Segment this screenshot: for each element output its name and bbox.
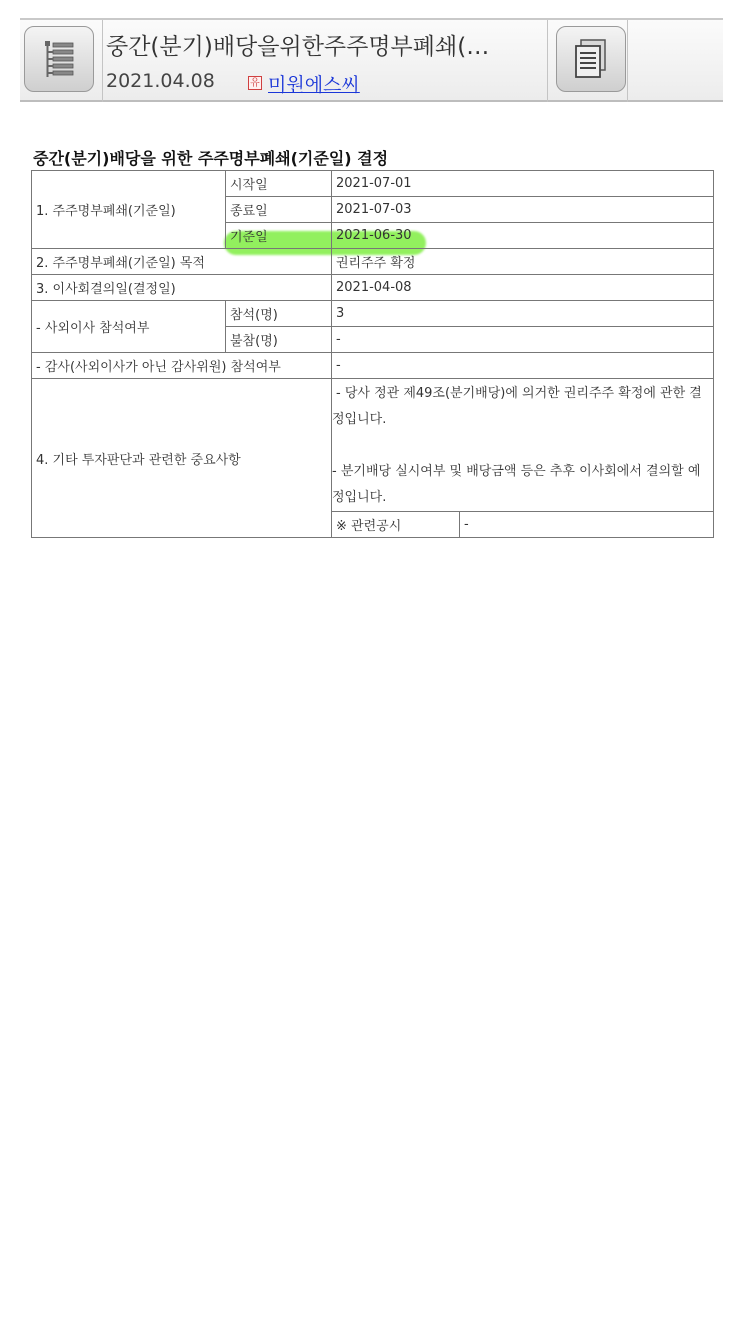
row-label: - 사외이사 참석여부 <box>32 301 226 353</box>
table-row <box>32 353 714 379</box>
other-matters-text <box>332 379 714 512</box>
table-row <box>32 275 714 301</box>
documents-button[interactable] <box>556 26 626 92</box>
record-date-value: 2021-06-30 <box>332 223 714 249</box>
related-value: - <box>460 512 714 538</box>
start-date-label: 시작일 <box>226 171 332 197</box>
header-divider <box>102 20 103 102</box>
start-date-value: 2021-07-01 <box>332 171 714 197</box>
blank-line <box>332 433 709 459</box>
table-row <box>32 171 714 197</box>
end-date-label: 종료일 <box>226 197 332 223</box>
other-line: - 분기배당 실시여부 및 배당금액 등은 추후 이사회에서 결의할 예 <box>332 464 701 479</box>
absent-value: - <box>332 327 714 353</box>
header-divider <box>627 20 628 102</box>
present-value: 3 <box>332 301 714 327</box>
audit-value: - <box>332 353 714 379</box>
disclosure-header <box>20 18 723 102</box>
table-row <box>32 301 714 327</box>
row-label: 4. 기타 투자판단과 관련한 중요사항 <box>32 379 332 538</box>
row-label: 1. 주주명부폐쇄(기준일) <box>32 171 226 249</box>
table-row <box>32 379 714 512</box>
disclosure-table <box>31 170 714 538</box>
board-date-value: 2021-04-08 <box>332 275 714 301</box>
absent-label: 불참(명) <box>226 327 332 353</box>
header-divider <box>547 20 548 102</box>
other-line: 정입니다. <box>332 412 387 427</box>
row-label: - 감사(사외이사가 아닌 감사위원) 참석여부 <box>32 353 332 379</box>
other-line: - 당사 정관 제49조(분기배당)에 의거한 권리주주 확정에 관한 결 <box>336 386 702 401</box>
row-label: 3. 이사회결의일(결정일) <box>32 275 332 301</box>
market-badge: 유 <box>248 76 262 90</box>
record-date-label: 기준일 <box>226 223 332 249</box>
row-label: 2. 주주명부폐쇄(기준일) 목적 <box>32 249 332 275</box>
present-label: 참석(명) <box>226 301 332 327</box>
purpose-value: 권리주주 확정 <box>332 249 714 275</box>
related-label: ※ 관련공시 <box>332 512 460 538</box>
disclosure-date: 2021.04.08 <box>106 70 215 92</box>
outline-button[interactable] <box>24 26 94 92</box>
page-title: 중간(분기)배당을위한주주명부폐쇄(… <box>106 34 490 60</box>
other-line: 정입니다. <box>332 490 387 505</box>
table-row <box>32 249 714 275</box>
company-link[interactable]: 미원에스씨 <box>268 74 360 96</box>
document-title: 중간(분기)배당을 위한 주주명부폐쇄(기준일) 결정 <box>33 149 389 168</box>
end-date-value: 2021-07-03 <box>332 197 714 223</box>
documents-icon <box>571 37 611 81</box>
tree-list-icon <box>39 37 79 81</box>
